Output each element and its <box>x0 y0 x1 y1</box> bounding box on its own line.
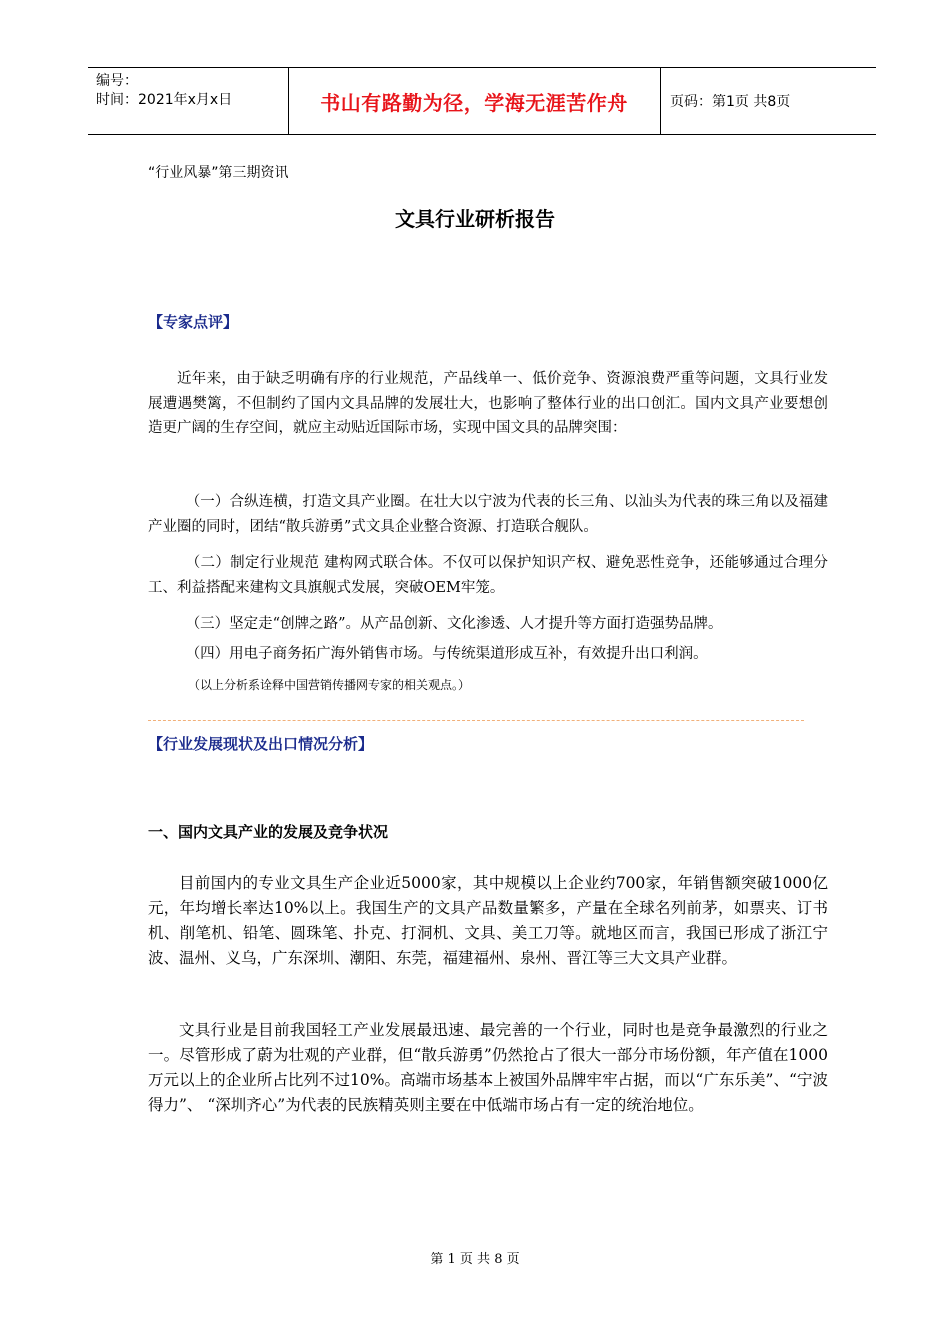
expert-item-1: （一）合纵连横，打造文具产业圈。在壮大以宁波为代表的长三角、以汕头为代表的珠三角以及福建产业圈的同时，团结“散兵游勇”式文具企业整合资源、打造联合舰队。 <box>148 494 828 535</box>
header-page-label: 页码：第1页 共8页 <box>670 94 791 110</box>
document-title: 文具行业研析报告 <box>395 207 555 231</box>
expert-note: （以上分析系诠释中国营销传播网专家的相关观点。） <box>188 678 471 692</box>
expert-item-2: （二）制定行业规范 建构网式联合体。不仅可以保护知识产权、避免恶性竞争，还能够通过合理分工、利益搭配来建构文具旗舰式发展，突破OEM牢笼。 <box>148 555 828 596</box>
time-label: 时间：2021年x月x日 <box>96 92 233 108</box>
header-divider <box>660 68 661 134</box>
section-divider <box>148 720 804 721</box>
header-table <box>88 67 876 135</box>
expert-item-3: （三）坚定走“创牌之路”。从产品创新、文化渗透、人才提升等方面打造强势品牌。 <box>185 616 723 632</box>
analysis-paragraph-2: 文具行业是目前我国轻工产业发展最迅速、最完善的一个行业，同时也是竞争最激烈的行业之一。尽管形成了蔚为壮观的产业群，但“散兵游勇”仍然抢占了很大一部分市场份额，年产值在1000万元以上的企业所占比列不过10%。高端市场基本上被国外品牌牢牢占据，而以“广东乐美”、“宁波得力”、 “深圳齐心”为代表的民族精英则主要在中低端市场占有一定的统治地位。 <box>148 1021 828 1114</box>
issue-label: “行业风暴”第三期资讯 <box>148 165 289 181</box>
expert-heading: 【专家点评】 <box>148 313 239 331</box>
page-footer: 第 1 页 共 8 页 <box>430 1252 520 1267</box>
section1-title: 一、国内文具产业的发展及竞争状况 <box>148 823 389 841</box>
serial-label: 编号： <box>96 73 138 89</box>
analysis-paragraph-1: 目前国内的专业文具生产企业近5000家，其中规模以上企业约700家，年销售额突破1000亿元，年均增长率达10%以上。我国生产的文具产品数量繁多，产量在全球名列前茅，如票夹、订书机、削笔机、铅笔、圆珠笔、扑克、打洞机、文具、美工刀等。就地区而言，我国已形成了浙江宁波、温州、义乌，广东深圳、潮阳、东莞，福建福州、泉州、晋江等三大文具产业群。 <box>148 874 828 967</box>
header-motto: 书山有路勤为径，学海无涯苦作舟 <box>320 90 628 115</box>
expert-item-4: （四）用电子商务拓广海外销售市场。与传统渠道形成互补，有效提升出口利润。 <box>185 646 708 662</box>
expert-intro: 近年来，由于缺乏明确有序的行业规范，产品线单一、低价竞争、资源浪费严重等问题，文具行业发展遭遇樊篱，不但制约了国内文具品牌的发展壮大，也影响了整体行业的出口创汇。国内文具产业要想创造更广阔的生存空间，就应主动贴近国际市场，实现中国文具的品牌突围： <box>148 371 828 436</box>
analysis-heading: 【行业发展现状及出口情况分析】 <box>148 735 374 753</box>
header-meta <box>96 72 286 110</box>
